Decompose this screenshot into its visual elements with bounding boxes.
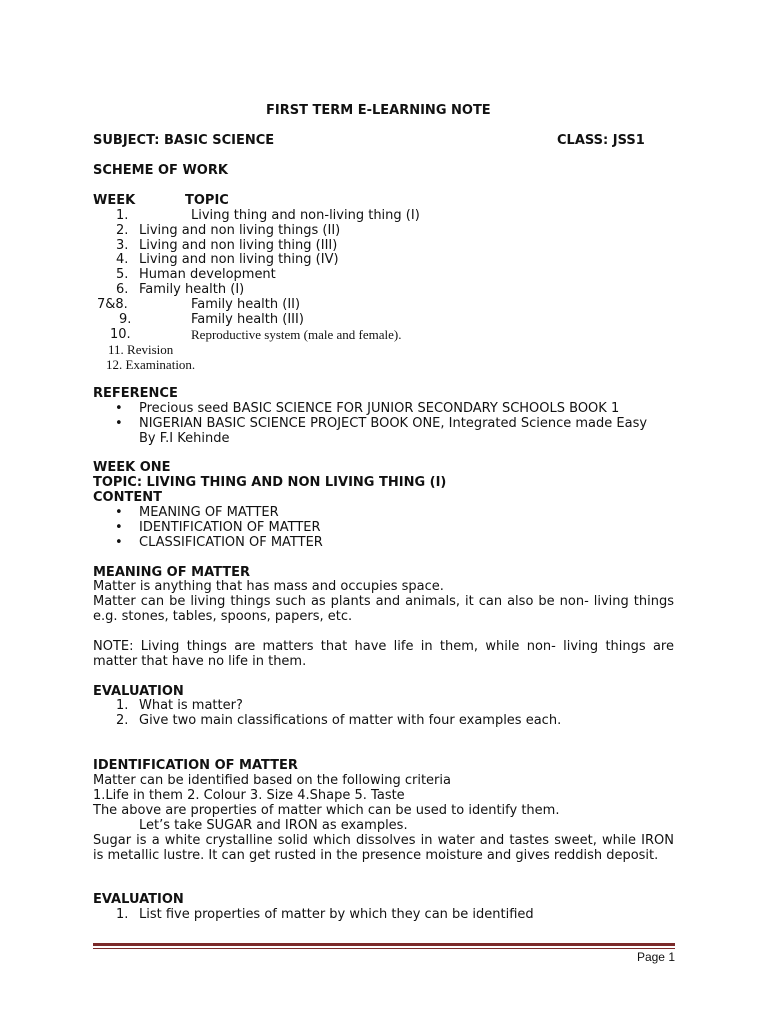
- scheme-num: 2.: [116, 223, 129, 238]
- scheme-topic: Living and non living thing (IV): [139, 252, 339, 267]
- content-item: MEANING OF MATTER: [139, 505, 279, 520]
- reference-item: Precious seed BASIC SCIENCE FOR JUNIOR SECONDARY SCHOOLS BOOK 1: [139, 401, 620, 416]
- evaluation-item: Give two main classifications of matter with four examples each.: [139, 713, 562, 728]
- example-line: Let’s take SUGAR and IRON as examples.: [139, 818, 408, 833]
- identification-line: The above are properties of matter which can be used to identify them.: [93, 803, 560, 818]
- meaning-heading: MEANING OF MATTER: [93, 565, 251, 580]
- week-column-header: WEEK: [93, 193, 136, 208]
- bullet: •: [115, 535, 123, 550]
- criteria-line: 1.Life in them 2. Colour 3. Size 4.Shape 5. Taste: [93, 788, 405, 803]
- scheme-num: 4.: [116, 252, 129, 267]
- evaluation-heading: EVALUATION: [93, 892, 184, 907]
- identification-heading: IDENTIFICATION OF MATTER: [93, 758, 298, 773]
- scheme-num: 3.: [116, 238, 129, 253]
- footer-rule: [93, 943, 675, 946]
- page-title: FIRST TERM E-LEARNING NOTE: [266, 103, 491, 118]
- page-number: Page 1: [636, 950, 675, 964]
- scheme-num: 6.: [116, 282, 129, 297]
- list-number: 1.: [116, 698, 129, 713]
- reference-item: NIGERIAN BASIC SCIENCE PROJECT BOOK ONE, Integrated Science made Easy: [139, 416, 648, 431]
- content-item: IDENTIFICATION OF MATTER: [139, 520, 321, 535]
- bullet: •: [115, 401, 123, 416]
- week-one-topic: TOPIC: LIVING THING AND NON LIVING THING (I): [93, 475, 447, 490]
- identification-line: Matter can be identified based on the following criteria: [93, 773, 451, 788]
- scheme-topic: Family health (I): [139, 282, 245, 297]
- meaning-paragraph-2: Matter can be living things such as plants and animals, it can also be non- living things e.g. stones, tables, spoons, papers, etc.: [93, 594, 674, 624]
- scheme-heading: SCHEME OF WORK: [93, 163, 228, 178]
- reference-item: By F.I Kehinde: [139, 431, 230, 446]
- scheme-num: 1.: [116, 208, 129, 223]
- note-paragraph: NOTE: Living things are matters that have life in them, while non- living things are matter that have no life in them.: [93, 639, 674, 669]
- topic-column-header: TOPIC: [185, 193, 229, 208]
- bullet: •: [115, 505, 123, 520]
- scheme-topic: Family health (II): [191, 297, 301, 312]
- evaluation-item: What is matter?: [139, 698, 243, 713]
- list-number: 2.: [116, 713, 129, 728]
- week-one-heading: WEEK ONE: [93, 460, 171, 475]
- content-item: CLASSIFICATION OF MATTER: [139, 535, 323, 550]
- scheme-topic: Living thing and non-living thing (I): [191, 208, 420, 223]
- scheme-topic: Reproductive system (male and female).: [191, 327, 402, 342]
- scheme-topic: 11. Revision: [108, 342, 174, 357]
- scheme-topic: Family health (III): [191, 312, 304, 327]
- list-number: 1.: [116, 907, 129, 922]
- meaning-paragraph-1: Matter is anything that has mass and occupies space.: [93, 579, 444, 594]
- scheme-num: 7&8.: [97, 297, 128, 312]
- scheme-topic: Living and non living thing (III): [139, 238, 338, 253]
- content-heading: CONTENT: [93, 490, 162, 505]
- subject-line: SUBJECT: BASIC SCIENCE: [93, 133, 275, 148]
- bullet: •: [115, 520, 123, 535]
- scheme-topic: Living and non living things (II): [139, 223, 341, 238]
- bullet: •: [115, 416, 123, 431]
- evaluation-item: List five properties of matter by which they can be identified: [139, 907, 534, 922]
- scheme-num: 5.: [116, 267, 129, 282]
- reference-heading: REFERENCE: [93, 386, 178, 401]
- scheme-topic: Human development: [139, 267, 276, 282]
- example-paragraph: Sugar is a white crystalline solid which dissolves in water and tastes sweet, while IRON is metallic lustre. It can get rusted in the presence moisture and gives reddish deposit.: [93, 833, 674, 863]
- scheme-num: 10.: [110, 327, 131, 342]
- class-line: CLASS: JSS1: [557, 133, 645, 148]
- scheme-num: 9.: [119, 312, 132, 327]
- footer-rule-thin: [93, 948, 675, 949]
- evaluation-heading: EVALUATION: [93, 684, 184, 699]
- scheme-topic: 12. Examination.: [106, 357, 196, 372]
